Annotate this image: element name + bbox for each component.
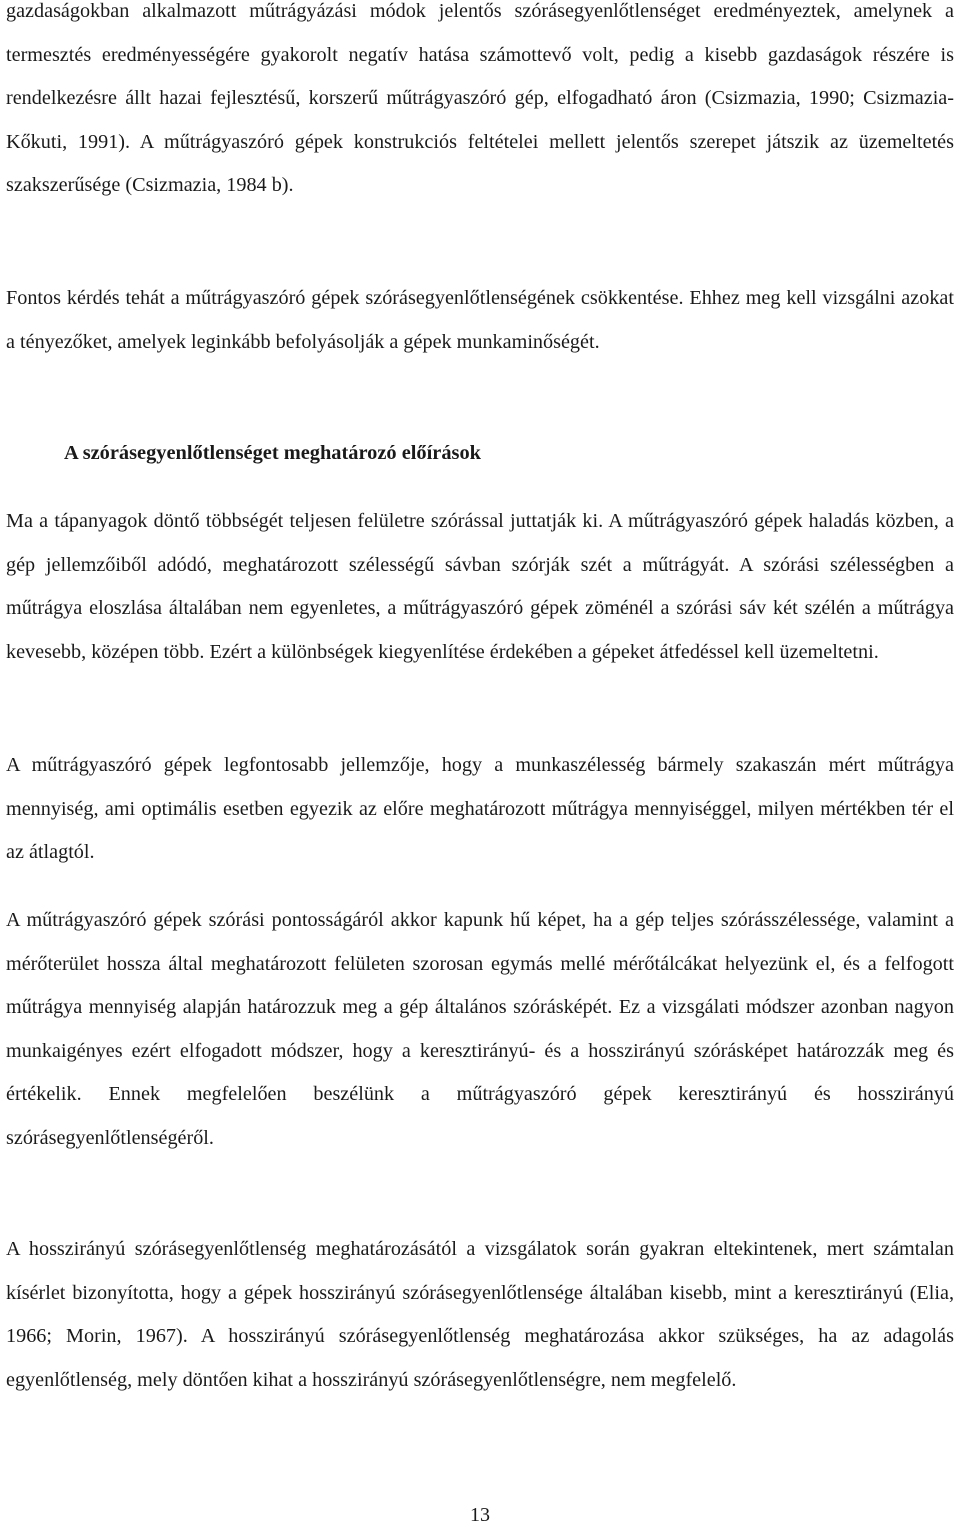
paragraph-longitudinal-unevenness: A hosszirányú szórásegyenlőtlenség meghatározásától a vizsgálatok során gyakran eltekintenek, mert számtalan kísérlet bizonyította, hogy a gépek hosszirányú szórásegyenlőtlensége általában kisebb, mint a keresztirányú (Elia, 1966; Morin, 1967). A hosszirányú szórásegyenlőtlenség meghatározása akkor szükséges, ha az adagolás egyenlőtlenség, mely döntően kihat a hosszirányú szórásegyenlőtlenségre, nem megfelelő. bbox=[6, 1238, 954, 1391]
paragraph-spreading-accuracy: A műtrágyaszóró gépek szórási pontosságáról akkor kapunk hű képet, ha a gép teljes szórásszélessége, valamint a mérőterület hossza által meghatározott felületen szorosan egymás mellé mérőtálcákat helyezünk el, és a felfogott műtrágya mennyiség alapján határozzuk meg a gép általános szórásképét. Ez a vizsgálati módszer azonban nagyon munkaigényes ezért elfogadott módszer, hogy a keresztirányú- és a hosszirányú szórásképet határozzák meg és értékelik. Ennek megfelelően beszélünk a műtrágyaszóró gépek keresztirányú és hosszirányú szórásegyenlőtlenségéről. bbox=[6, 909, 954, 1149]
paragraph-intro-continuation: gazdaságokban alkalmazott műtrágyázási módok jelentős szórásegyenlőtlenséget eredményeztek, amelynek a termesztés eredményességére gyakorolt negatív hatása számottevő volt, pedig a kisebb gazdaságok részére is rendelkezésre állt hazai fejlesztésű, korszerű műtrágyaszóró gép, elfogadható áron (Csizmazia, 1990; Csizmazia-Kőkuti, 1991). A műtrágyaszóró gépek konstrukciós feltételei mellett jelentős szerepet játszik az üzemeltetés szakszerűsége (Csizmazia, 1984 b). bbox=[6, 0, 954, 197]
section-heading: A szórásegyenlőtlenséget meghatározó előírások bbox=[64, 442, 481, 464]
paragraph-key-question: Fontos kérdés tehát a műtrágyaszóró gépek szórásegyenlőtlenségének csökkentése. Ehhez meg kell vizsgálni azokat a tényezőket, amelyek leginkább befolyásolják a gépek munkaminőségét. bbox=[6, 287, 954, 353]
paragraph-key-characteristic: A műtrágyaszóró gépek legfontosabb jellemzője, hogy a munkaszélesség bármely szakaszán mért műtrágya mennyiség, ami optimális esetben egyezik az előre meghatározott műtrágya mennyiséggel, milyen mértékben tér el az átlagtól. bbox=[6, 754, 954, 864]
paragraph-nutrient-spreading: Ma a tápanyagok döntő többségét teljesen felületre szórással juttatják ki. A műtrágyaszóró gépek haladás közben, a gép jellemzőiből adódó, meghatározott szélességű sávban szórják szét a műtrágyát. A szórási szélességben a műtrágya eloszlása általában nem egyenletes, a műtrágyaszóró gépek zöménél a szórási sáv két szélén a műtrágya kevesebb, középen több. Ezért a különbségek kiegyenlítése érdekében a gépeket átfedéssel kell üzemeltetni. bbox=[6, 510, 954, 663]
page-number: 13 bbox=[470, 1504, 490, 1526]
